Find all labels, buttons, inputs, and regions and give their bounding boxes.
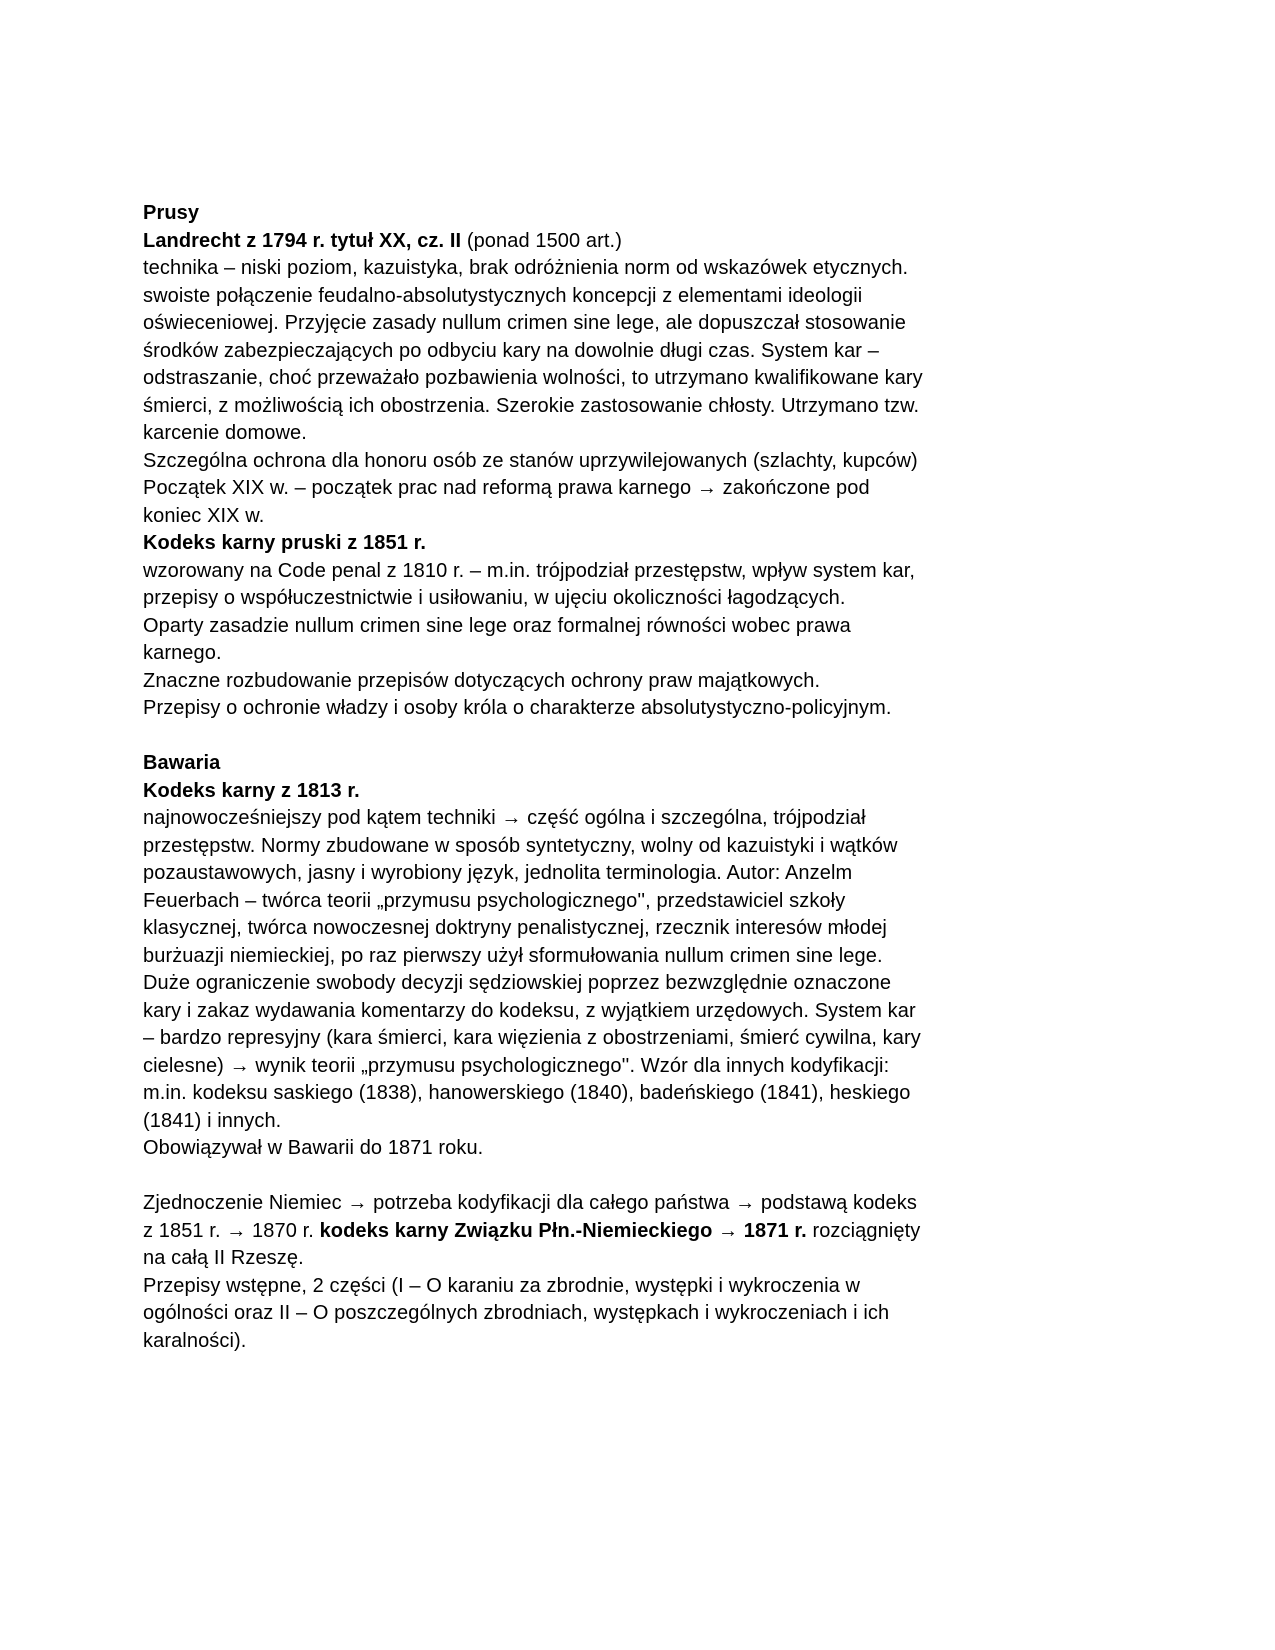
text-line bbox=[143, 970, 1108, 998]
text-run: z 1851 r. → 1870 r. bbox=[143, 1219, 320, 1242]
text-line bbox=[143, 805, 1108, 833]
text-run: Feuerbach – twórca teorii „przymusu psychologicznego'', przedstawiciel szkoły bbox=[143, 889, 846, 912]
text-run: oświeceniowej. Przyjęcie zasady nullum crimen sine lege, ale dopuszczał stosowanie bbox=[143, 312, 907, 334]
text-line bbox=[143, 503, 1108, 531]
text-run: Zjednoczenie Niemiec → potrzeba kodyfikacji dla całego państwa → podstawą kodeks bbox=[143, 1192, 917, 1214]
text-line bbox=[143, 585, 1108, 613]
text-run: – bardzo represyjny (kara śmierci, kara więzienia z obostrzeniami, śmierć cywilna, kary bbox=[143, 1027, 921, 1049]
bold-text-run: kodeks karny Związku Płn.-Niemieckiego → 1871 r. bbox=[319, 1219, 807, 1242]
text-line bbox=[143, 943, 1108, 971]
text-line bbox=[143, 998, 1108, 1026]
text-line bbox=[143, 1273, 1108, 1301]
text-line bbox=[143, 420, 1108, 448]
text-run: ogólności oraz II – O poszczególnych zbrodniach, występkach i wykroczeniach i ich bbox=[143, 1302, 890, 1324]
text-line bbox=[143, 558, 1108, 586]
text-line bbox=[143, 778, 1108, 806]
text-line bbox=[143, 915, 1108, 943]
text-line bbox=[143, 613, 1108, 641]
text-line bbox=[143, 255, 1108, 283]
text-line bbox=[143, 365, 1108, 393]
text-line bbox=[143, 228, 1108, 256]
text-line bbox=[143, 1108, 1108, 1136]
text-line bbox=[143, 475, 1108, 503]
text-line bbox=[143, 1190, 1108, 1218]
text-run: na całą II Rzeszę. bbox=[143, 1247, 304, 1269]
text-line bbox=[143, 1245, 1108, 1273]
text-line bbox=[143, 338, 1108, 366]
text-line bbox=[143, 310, 1108, 338]
text-run: kary i zakaz wydawania komentarzy do kodeksu, z wyjątkiem urzędowych. System kar bbox=[143, 999, 916, 1022]
text-run: (1841) i innych. bbox=[143, 1109, 282, 1132]
text-line bbox=[143, 860, 1108, 888]
text-line bbox=[143, 200, 1108, 228]
text-run: karalności). bbox=[143, 1329, 247, 1352]
text-run: przestępstw. Normy zbudowane w sposób syntetyczny, wolny od kazuistyki i wątków bbox=[143, 834, 898, 857]
text-run: rozciągnięty bbox=[806, 1219, 921, 1242]
text-line bbox=[143, 283, 1108, 311]
text-run: środków zabezpieczających po odbyciu kary na dowolnie długi czas. System kar – bbox=[143, 339, 879, 362]
text-line bbox=[143, 1300, 1108, 1328]
text-run: burżuazji niemieckiej, po raz pierwszy użył sformułowania nullum crimen sine lege. bbox=[143, 944, 883, 967]
text-run: Znaczne rozbudowanie przepisów dotyczących ochrony praw majątkowych. bbox=[143, 669, 821, 692]
document-text bbox=[143, 200, 1108, 1355]
bold-text-run: Kodeks karny pruski z 1851 r. bbox=[143, 532, 427, 554]
text-run: cielesne) → wynik teorii „przymusu psychologicznego''. Wzór dla innych kodyfikacji: bbox=[143, 1054, 890, 1077]
text-line bbox=[143, 1328, 1108, 1356]
text-line bbox=[143, 1135, 1108, 1163]
text-run: koniec XIX w. bbox=[143, 504, 265, 527]
bold-text-run: Bawaria bbox=[143, 752, 221, 774]
bold-text-run: Prusy bbox=[143, 202, 200, 224]
text-line bbox=[143, 640, 1108, 668]
text-run: najnowocześniejszy pod kątem techniki → część ogólna i szczególna, trójpodział bbox=[143, 807, 866, 829]
text-run: swoiste połączenie feudalno-absolutystycznych koncepcji z elementami ideologii bbox=[143, 284, 863, 307]
text-run: klasycznej, twórca nowoczesnej doktryny penalistycznej, rzecznik interesów młodej bbox=[143, 917, 887, 939]
text-line bbox=[143, 1053, 1108, 1081]
text-run: (ponad 1500 art.) bbox=[461, 229, 622, 252]
text-run: przepisy o współuczestnictwie i usiłowaniu, w ujęciu okoliczności łagodzących. bbox=[143, 587, 846, 609]
text-run: karnego. bbox=[143, 642, 222, 664]
text-run: Obowiązywał w Bawarii do 1871 roku. bbox=[143, 1137, 484, 1159]
text-line bbox=[143, 833, 1108, 861]
text-line bbox=[143, 668, 1108, 696]
text-run: Oparty zasadzie nullum crimen sine lege oraz formalnej równości wobec prawa bbox=[143, 614, 851, 637]
text-run: Duże ograniczenie swobody decyzji sędziowskiej poprzez bezwzględnie oznaczone bbox=[143, 972, 892, 994]
text-run: odstraszanie, choć przeważało pozbawienia wolności, to utrzymano kwalifikowane kary bbox=[143, 367, 923, 389]
text-run: technika – niski poziom, kazuistyka, brak odróżnienia norm od wskazówek etycznych. bbox=[143, 257, 909, 279]
text-line bbox=[143, 888, 1108, 916]
text-run: pozaustawowych, jasny i wyrobiony język, jednolita terminologia. Autor: Anzelm bbox=[143, 862, 853, 884]
bold-text-run: Landrecht z 1794 r. tytuł XX, cz. II bbox=[143, 229, 462, 252]
bold-text-run: Kodeks karny z 1813 r. bbox=[143, 779, 360, 802]
text-line bbox=[143, 1025, 1108, 1053]
text-line bbox=[143, 1218, 1108, 1246]
text-run: Przepisy wstępne, 2 części (I – O karaniu za zbrodnie, występki i wykroczenia w bbox=[143, 1274, 861, 1297]
blank-line bbox=[143, 1163, 1108, 1191]
text-line bbox=[143, 750, 1108, 778]
text-run: Początek XIX w. – początek prac nad reformą prawa karnego → zakończone pod bbox=[143, 477, 870, 499]
text-run: m.in. kodeksu saskiego (1838), hanowerskiego (1840), badeńskiego (1841), heskiego bbox=[143, 1082, 911, 1104]
text-line bbox=[143, 695, 1108, 723]
text-run: karcenie domowe. bbox=[143, 422, 307, 444]
blank-line bbox=[143, 723, 1108, 751]
text-run: śmierci, z możliwością ich obostrzenia. Szerokie zastosowanie chłosty. Utrzymano tzw. bbox=[143, 394, 920, 417]
text-run: wzorowany na Code penal z 1810 r. – m.in. trójpodział przestępstw, wpływ system kar, bbox=[143, 559, 916, 582]
text-run: Szczególna ochrona dla honoru osób ze stanów uprzywilejowanych (szlachty, kupców) bbox=[143, 449, 918, 472]
text-line bbox=[143, 393, 1108, 421]
text-line bbox=[143, 1080, 1108, 1108]
text-line bbox=[143, 448, 1108, 476]
text-line bbox=[143, 530, 1108, 558]
text-run: Przepisy o ochronie władzy i osoby króla o charakterze absolutystyczno-policyjnym. bbox=[143, 697, 892, 719]
